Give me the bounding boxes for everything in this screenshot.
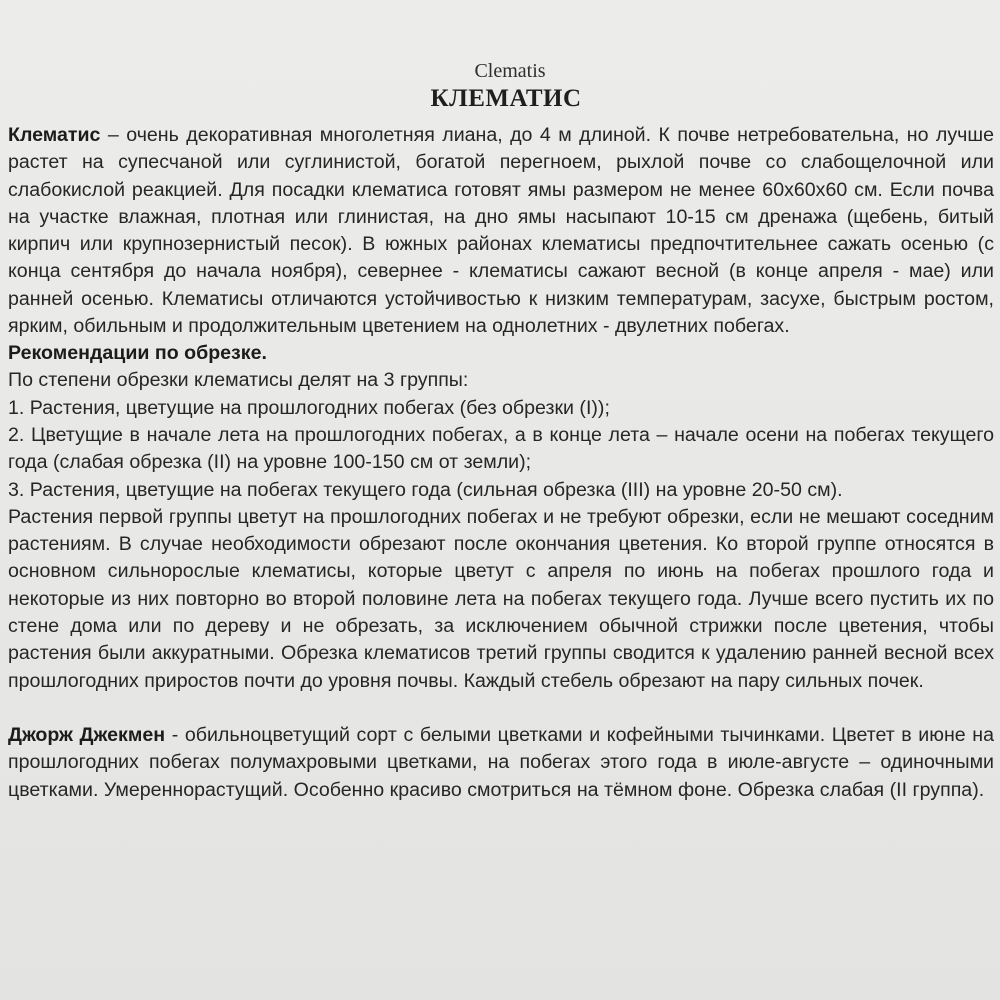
intro-lead: Клематис bbox=[8, 124, 101, 146]
pruning-details: Растения первой группы цветут на прошлогодних побегах и не требуют обрезки, если не мешают соседним растениям. В случае необходимости обрезают после окончания цветения. Ко второй группе относятся в основном сильнорослые клематисы, которые цветут с апреля по июнь на побегах прошлого года и некоторые из них повторно во второй половине лета на побегах текущего года. Лучше всего пустить их по стене дома или по дереву и не обрезать, за исключением обычной стрижки после цветения, чтобы растения были аккуратными. Обрезка клематисов третий группы сводится к удалению ранней весной всех прошлогодних приростов почти до уровня почвы. Каждый стебель обрезают на пару сильных почек. bbox=[8, 505, 994, 692]
pruning-group-2: 2. Цветущие в начале лета на прошлогодних побегах, а в конце лета – начале осени на побегах текущего года (слабая обрезка (II) на уровне 100-150 см от земли); bbox=[8, 423, 994, 474]
pruning-heading: Рекомендации по обрезке. bbox=[8, 342, 267, 365]
pruning-intro: По степени обрезки клематисы делят на 3 группы: bbox=[8, 369, 469, 392]
intro-text: – очень декоративная многолетняя лиана, до 4 м длиной. К почве нетребовательна, но лучше растет на супесчаной или суглинистой, богатой перегноем, рыхлой почве со слабощелочной или слабокислой реакцией. Для посадки клематиса готовят ямы размером не менее 60х60х60 см. Если почва на участке влажная, плотная или глинистая, на дно ямы насыпают 10-15 см дренажа (щебень, битый кирпич или крупнозернистый песок). В южных районах клематисы предпочтительнее сажать осенью (с конца сентября до начала ноября), севернее - клематисы сажают весной (в конце апреля - мае) или ранней осенью. Клематисы отличаются устойчивостью к низким температурам, засухе, быстрым ростом, ярким, обильным и продолжительным цветением на однолетних - двулетних побегах. bbox=[8, 124, 994, 338]
page-title: КЛЕМАТИС bbox=[430, 85, 582, 112]
section-divider bbox=[8, 695, 994, 722]
pruning-group-1: 1. Растения, цветущие на прошлогодних побегах (без обрезки (I)); bbox=[8, 396, 610, 419]
pruning-group-3: 3. Растения, цветущие на побегах текущего года (сильная обрезка (III) на уровне 20-50 см). bbox=[8, 478, 843, 501]
variety-name: Джорж Джекмен bbox=[8, 723, 166, 746]
latin-name: Clematis bbox=[474, 60, 546, 82]
variety-text: - обильноцветущий сорт с белыми цветками и кофейными тычинками. Цветет в июне на прошлогодних побегах полумахровыми цветками, на побегах этого года в июле-августе – одиночными цветками. Умереннорастущий. Особенно красиво смотриться на тёмном фоне. Обрезка слабая (II группа). bbox=[8, 723, 994, 801]
intro-paragraph bbox=[8, 122, 994, 340]
variety-paragraph bbox=[8, 722, 994, 804]
